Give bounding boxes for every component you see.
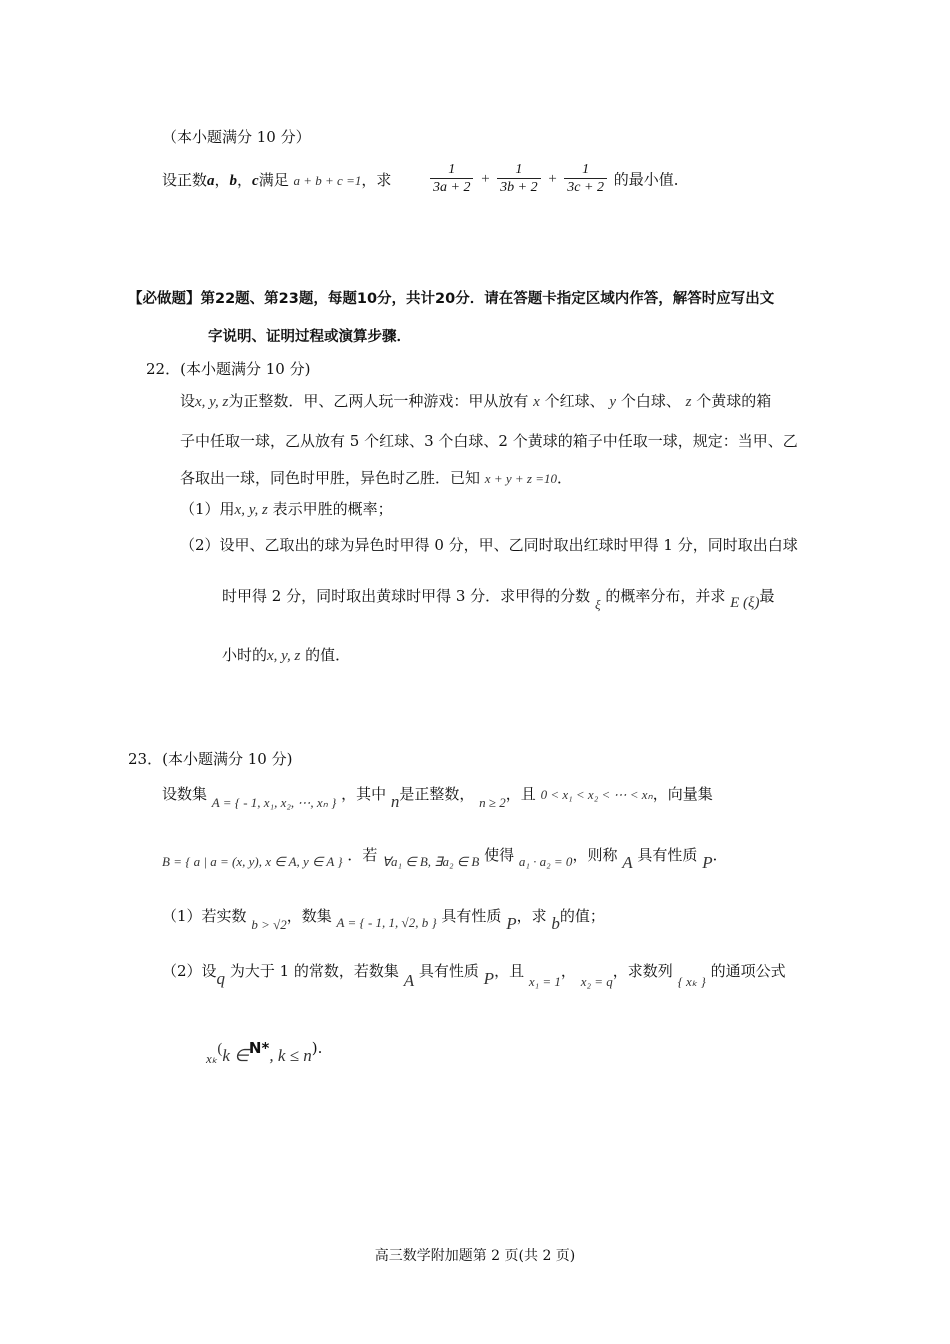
fraction-2: $\frac{1}{3b + 2}$ [497, 162, 540, 196]
q22-line2: 子中任取一球，乙从放有 5 个红球、3 个白球、2 个黄球的箱子中任取一球，规定：当甲、乙 [180, 432, 798, 450]
q21-statement: 设正数a，b，c满足 a + b + c =1，求 [162, 171, 392, 189]
q22-heading: 22．(本小题满分 10 分) [146, 360, 311, 378]
q21-condition: a + b + c =1 [293, 173, 362, 188]
q23-subquestion-2: （2）设q 为大于 1 的常数，若数集 A 具有性质 P，且 x₁ = 1， x₂ = q，求数列 { xₖ } 的通项公式 [162, 962, 786, 990]
required-notice-line2: 字说明、证明过程或演算步骤． [208, 329, 411, 345]
q23-line1: 设数集 A = { - 1, x₁, x₂, ⋯, xₙ } ，其中 n是正整数， n ≥ 2，且 0 < x₁ < x₂ < ⋯ < xₙ，向量集 [162, 785, 713, 811]
q22-subquestion-2-line1: （2）设甲、乙取出的球为异色时甲得 0 分，甲、乙同时取出红球时甲得 1 分，同时取出白球 [180, 536, 798, 554]
required-notice-line1: 【必做题】第22题、第23题，每题10分，共计20分．请在答题卡指定区域内作答，解答时应写出文 [128, 291, 775, 307]
fraction-3: $\frac{1}{3c + 2}$ [564, 162, 607, 196]
q21-expression: $\frac{1}{3a + 2}$ + $\frac{1}{3b + 2}$ + $\frac{1}{3c + 2}$ 的最小值． [428, 162, 689, 196]
q23-subquestion-2-tail: xₖ(k ∈N*, k ≤ n). [206, 1039, 323, 1066]
q22-line1: 设x, y, z为正整数．甲、乙两人玩一种游戏：甲从放有 x 个红球、 y 个白球、 z 个黄球的箱 [180, 392, 772, 410]
q22-line3: 各取出一球，同色时甲胜，异色时乙胜．已知 x + y + z =10． [180, 469, 572, 487]
page-footer: 高三数学附加题第 2 页(共 2 页) [374, 1248, 576, 1264]
q22-subquestion-2-line3: 小时的x, y, z 的值． [222, 646, 351, 664]
q22-subquestion-2-line2: 时甲得 2 分，同时取出黄球时甲得 3 分．求甲得的分数 ξ 的概率分布，并求 E (ξ)最 [222, 587, 775, 612]
q22-subquestion-1: （1）用x, y, z 表示甲胜的概率； [180, 500, 393, 518]
fraction-1: $\frac{1}{3a + 2}$ [430, 162, 473, 196]
q23-line2: B = { a | a = (x, y), x ∈ A, y ∈ A } ．若 ∀a₁ ∈ B, ∃a₂ ∈ B 使得 a₁ · a₂ = 0，则称 A 具有性质 P． [162, 846, 728, 872]
q23-heading: 23．(本小题满分 10 分) [128, 750, 293, 768]
q21-heading: （本小题满分 10 分） [162, 128, 311, 146]
q23-subquestion-1: （1）若实数 b > √2，数集 A = { - 1, 1, √2, b } 具有性质 P，求 b的值； [162, 907, 605, 933]
